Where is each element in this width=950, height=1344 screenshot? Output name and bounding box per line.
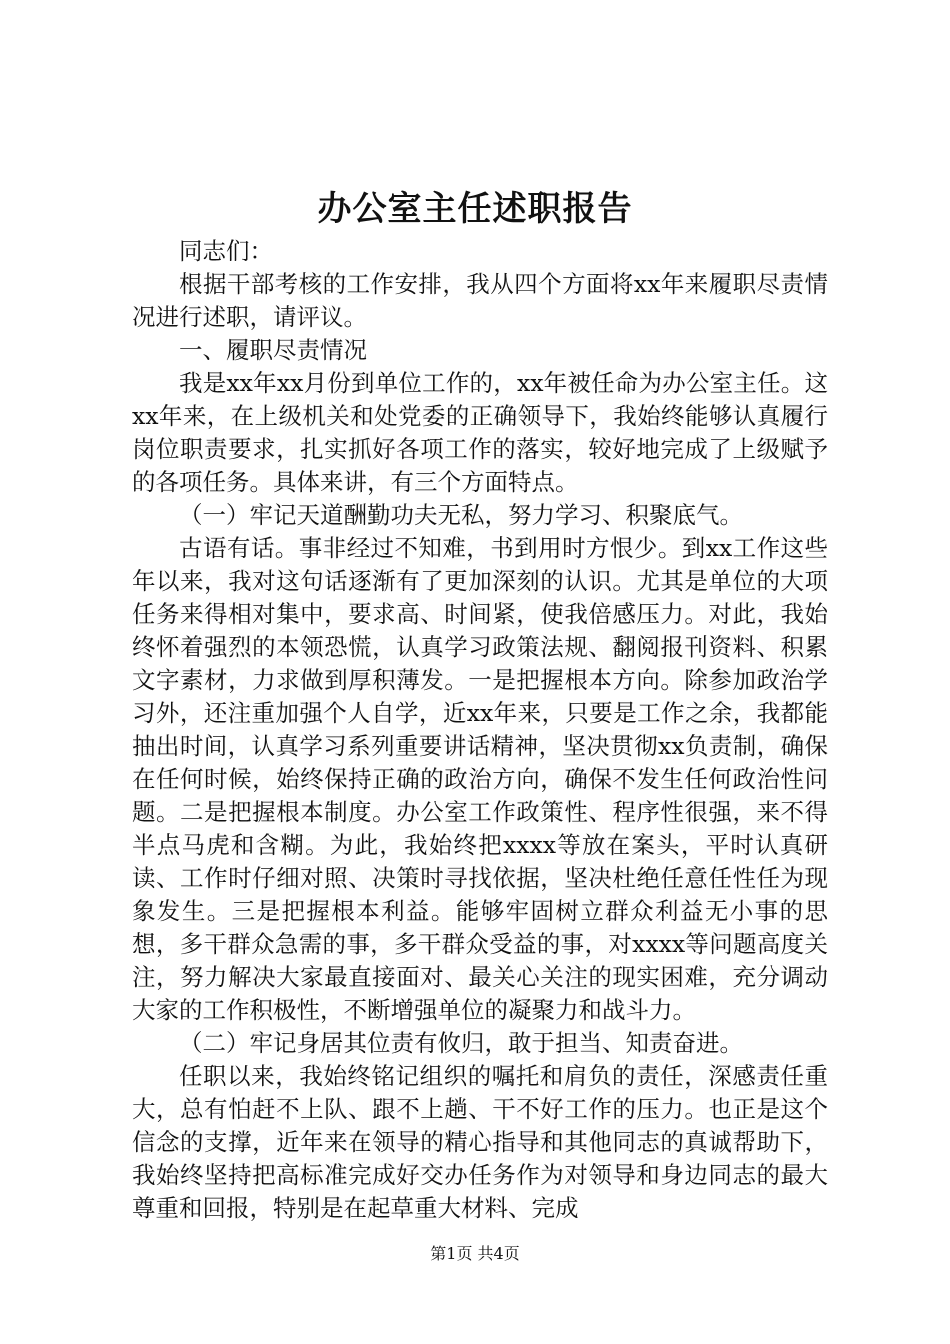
body-paragraph: 我是xx年xx月份到单位工作的，xx年被任命为办公室主任。这xx年来，在上级机关和处党委的正确领导下，我始终能够认真履行岗位职责要求，扎实抓好各项工作的落实，较好地完成了上级赋予的各项任务。具体来讲，有三个方面特点。	[132, 369, 828, 496]
intro-paragraph: 根据干部考核的工作安排，我从四个方面将xx年来履职尽责情况进行述职，请评议。	[132, 270, 828, 331]
body-paragraph: 古语有话。事非经过不知难，书到用时方恨少。到xx工作这些年以来，我对这句话逐渐有了更加深刻的认识。尤其是单位的大项任务来得相对集中，要求高、时间紧，使我倍感压力。对此，我始终怀着强烈的本领恐慌，认真学习政策法规、翻阅报刊资料、积累文字素材，力求做到厚积薄发。一是把握根本方向。除参加政治学习外，还注重加强个人自学，近xx年来，只要是工作之余，我都能抽出时间，认真学习系列重要讲话精神，坚决贯彻xx负责制，确保在任何时候，始终保持正确的政治方向，确保不发生任何政治性问题。二是把握根本制度。办公室工作政策性、程序性很强，来不得半点马虎和含糊。为此，我始终把xxxx等放在案头，平时认真研读、工作时仔细对照、决策时寻找依据，坚决杜绝任意任性任为现象发生。三是把握根本利益。能够牢固树立群众利益无小事的思想，多干群众急需的事，多干群众受益的事，对xxxx等问题高度关注，努力解决大家最直接面对、最关心关注的现实困难，充分调动大家的工作积极性，不断增强单位的凝聚力和战斗力。	[132, 534, 828, 1024]
subsection-heading: （二）牢记身居其位责有攸归，敢于担当、知责奋进。	[179, 1029, 743, 1057]
salutation: 同志们：	[179, 237, 273, 265]
section-heading: 一、履职尽责情况	[179, 336, 367, 364]
body-paragraph: 任职以来，我始终铭记组织的嘱托和肩负的责任，深感责任重大，总有怕赶不上队、跟不上趟、干不好工作的压力。也正是这个信念的支撑，近年来在领导的精心指导和其他同志的真诚帮助下，我始终坚持把高标准完成好交办任务作为对领导和身边同志的最大尊重和回报，特别是在起草重大材料、完成	[132, 1062, 828, 1222]
page-number-footer: 第1页 共4页	[430, 1244, 520, 1263]
subsection-heading: （一）牢记天道酬勤功夫无私，努力学习、积聚底气。	[179, 501, 743, 529]
document-title: 办公室主任述职报告	[317, 189, 633, 229]
document-body	[132, 235, 828, 1225]
